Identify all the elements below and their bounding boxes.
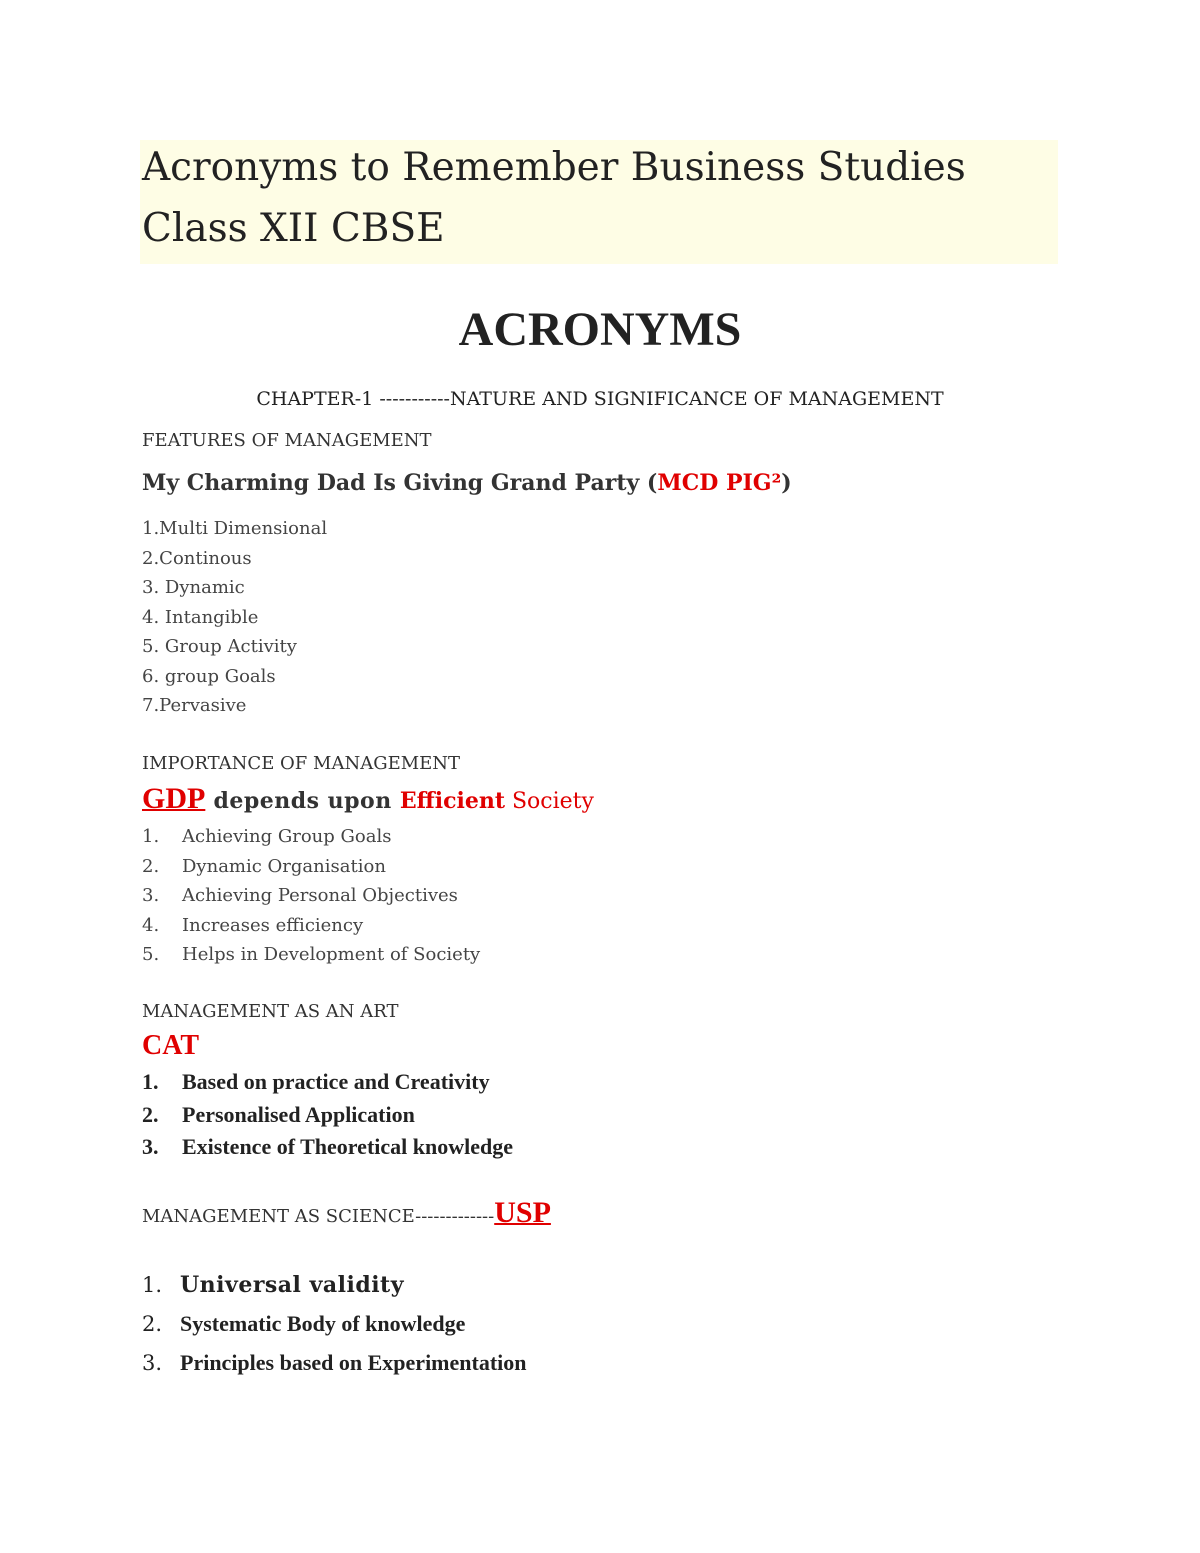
list-item: 1.Multi Dimensional	[142, 518, 328, 539]
science-label	[142, 1196, 551, 1230]
list-item: 4. Increases efficiency	[142, 914, 364, 936]
list-item: 3. Achieving Personal Objectives	[142, 885, 458, 906]
document-title-line-2: Class XII CBSE	[142, 206, 445, 251]
list-item: 1. Based on practice and Creativity	[142, 1069, 490, 1094]
mnemonic-close: )	[781, 470, 792, 496]
mnemonic-acronym: MCD PIG²	[657, 470, 782, 496]
importance-mnemonic	[142, 782, 594, 816]
list-item: 5. Group Activity	[142, 636, 297, 657]
features-list	[142, 514, 327, 721]
art-label: MANAGEMENT AS AN ART	[142, 1001, 399, 1022]
importance-list	[142, 822, 480, 970]
art-list	[142, 1066, 513, 1164]
list-item: 2. Personalised Application	[142, 1101, 415, 1127]
efficient-text: Efficient	[399, 788, 505, 814]
science-list	[142, 1265, 527, 1382]
list-item: 3. Dynamic	[142, 577, 245, 598]
list-item: 2. Dynamic Organisation	[142, 855, 386, 877]
list-item: 5. Helps in Development of Society	[142, 944, 481, 965]
chapter-heading: CHAPTER-1 -----------NATURE AND SIGNIFICANCE OF MANAGEMENT	[256, 388, 944, 410]
document-title-line-1: Acronyms to Remember Business Studies	[142, 145, 966, 190]
mnemonic-text: My Charming Dad Is Giving Grand Party (	[142, 470, 658, 496]
list-item: 1. Achieving Group Goals	[142, 826, 392, 847]
main-heading: ACRONYMS	[458, 303, 742, 356]
list-item: 3. Existence of Theoretical knowledge	[142, 1134, 513, 1159]
science-label-text: MANAGEMENT AS SCIENCE-------------	[142, 1206, 495, 1227]
features-mnemonic	[142, 470, 792, 496]
art-acronym: CAT	[142, 1030, 200, 1061]
depends-upon-text: depends upon	[205, 788, 400, 814]
society-text: Society	[504, 789, 594, 814]
list-item: 2.Continous	[142, 547, 252, 569]
list-item: 4. Intangible	[142, 606, 259, 628]
features-label: FEATURES OF MANAGEMENT	[142, 430, 432, 451]
list-item: 1. Universal validity	[142, 1272, 405, 1298]
list-item: 6. group Goals	[142, 665, 276, 687]
gdp-acronym: GDP	[142, 782, 206, 815]
list-item: 2. Systematic Body of knowledge	[142, 1311, 466, 1336]
list-item: 3. Principles based on Experimentation	[142, 1350, 527, 1375]
science-acronym: USP	[494, 1196, 551, 1229]
list-item: 7.Pervasive	[142, 695, 247, 716]
importance-label: IMPORTANCE OF MANAGEMENT	[142, 753, 461, 774]
